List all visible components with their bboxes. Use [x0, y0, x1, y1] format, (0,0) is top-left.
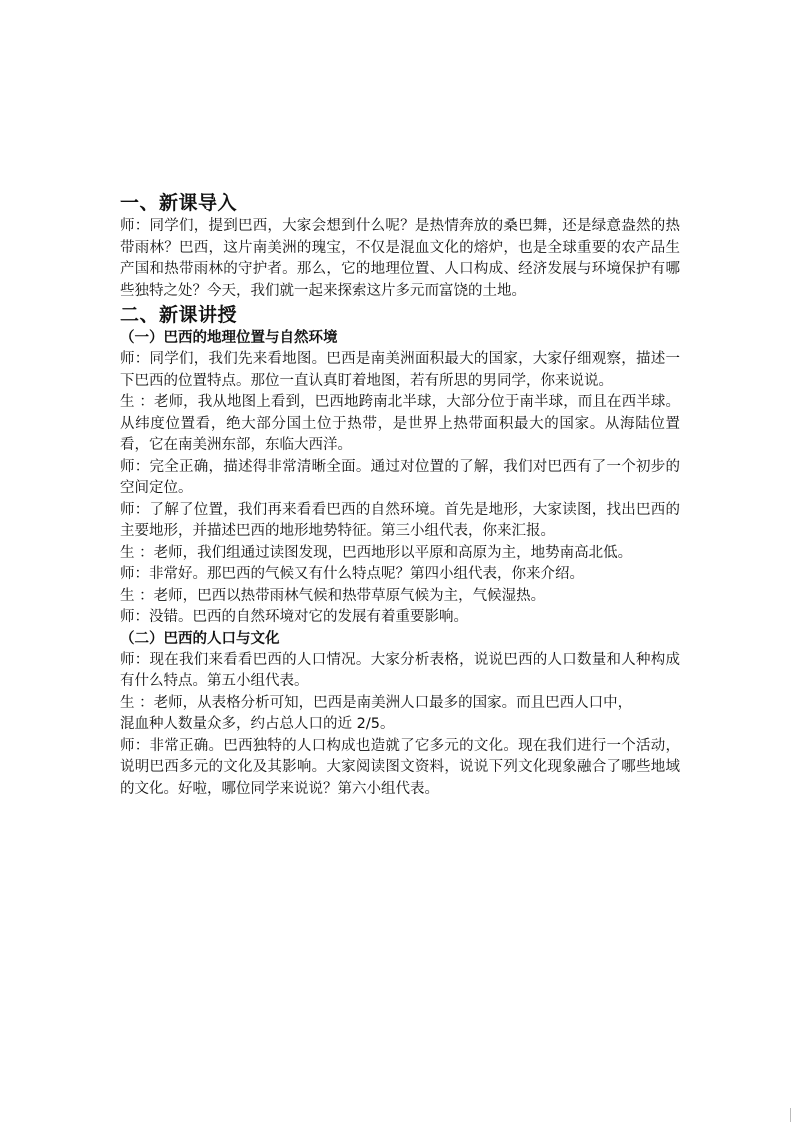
dialogue-paragraph: 师：了解了位置，我们再来看看巴西的自然环境。首先是地形，大家读图，找出巴西的主要地形，并描述巴西的地形地势特征。第三小组代表，你来汇报。 [120, 501, 680, 539]
dialogue-paragraph: 师：现在我们来看看巴西的人口情况。大家分析表格，说说巴西的人口数量和人种构成有什么特点。第五小组代表。 [120, 651, 680, 689]
dialogue-paragraph: 师：非常正确。巴西独特的人口构成也造就了它多元的文化。现在我们进行一个活动，说明巴西多元的文化及其影响。大家阅读图文资料，说说下列文化现象融合了哪些地域的文化。好啦，哪位同学来说说？第六小组代表。 [120, 737, 680, 797]
dialogue-paragraph: 生 ：老师，我们组通过读图发现，巴西地形以平原和高原为主，地势南高北低。 [120, 544, 633, 561]
dialogue-paragraph: 师：非常好。那巴西的气候又有什么特点呢？第四小组代表，你来介绍。 [120, 566, 584, 582]
dialogue-paragraph: 生 ：老师，从表格分析可知，巴西是南美洲人口最多的国家。而且巴西人口中， [120, 694, 633, 711]
dialogue-paragraph: 生 ：老师，巴西以热带雨林气候和热带草原气候为主，气候湿热。 [120, 587, 546, 604]
intro-paragraph: 师：同学们，提到巴西，大家会想到什么呢？是热情奔放的桑巴舞，还是绿意盎然的热带雨林？巴西，这片南美洲的瑰宝，不仅是混血文化的熔炉，也是全球重要的农产品生产国和热带雨林的守护者。那么，它的地理位置、人口构成、经济发展与环境保护有哪些独特之处？今天，我们就一起来探索这片多元而富饶的土地。 [120, 218, 680, 299]
section-title-lecture: 二、新课讲授 [120, 304, 238, 326]
dialogue-paragraph: 生 ：老师，我从地图上看到，巴西地跨南北半球，大部分位于南半球，而且在西半球。从纬度位置看，绝大部分国土位于热带，是世界上热带面积最大的国家。从海陆位置看，它在南美洲东部，东临大西洋。 [120, 394, 680, 453]
subsection-title-geography: （一）巴西的地理位置与自然环境 [120, 330, 338, 346]
document-body [120, 190, 680, 800]
page-edge-mark [790, 1108, 791, 1122]
dialogue-paragraph: 师：完全正确，描述得非常清晰全面。通过对位置的了解，我们对巴西有了一个初步的空间定位。 [120, 458, 680, 496]
dialogue-paragraph: 师：同学们，我们先来看地图。巴西是南美洲面积最大的国家，大家仔细观察，描述一下巴西的位置特点。那位一直认真盯着地图，若有所思的男同学，你来说说。 [120, 351, 680, 389]
section-title-intro: 一、新课导入 [120, 192, 238, 214]
dialogue-paragraph: 混血种人数量众多，约占总人口的近 2/5。 [120, 716, 395, 732]
dialogue-paragraph: 师：没错。巴西的自然环境对它的发展有着重要影响。 [120, 609, 468, 625]
subsection-title-population: （二）巴西的人口与文化 [120, 630, 280, 647]
